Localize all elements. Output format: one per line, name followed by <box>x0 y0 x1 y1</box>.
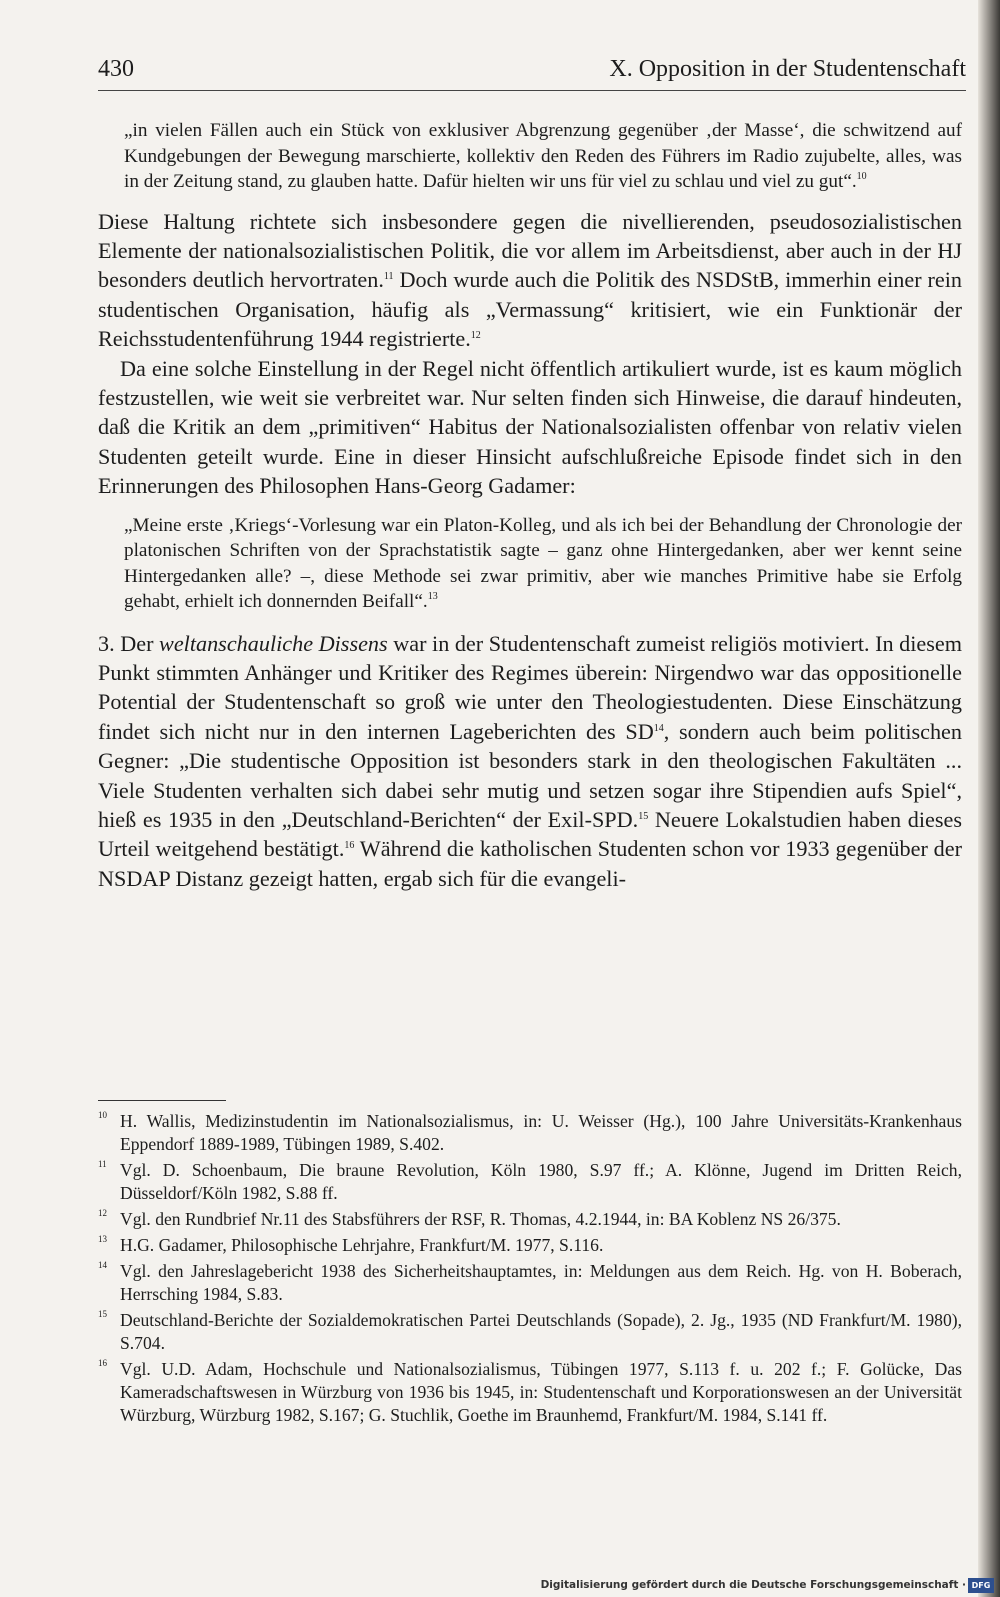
footnote-number: 14 <box>98 1260 107 1270</box>
paragraph-haltung <box>98 207 962 354</box>
paragraph-text: 3. Der <box>98 630 160 656</box>
footnote-ref: 15 <box>638 811 649 822</box>
footnote-text: Deutschland-Berichte der Sozialdemokratischen Partei Deutschlands (Sopade), 2. Jg., 1935 (ND Frankfurt/M. 1980), S.704. <box>120 1310 962 1353</box>
paragraph-dissens <box>98 629 962 894</box>
emphasis-text: weltanschauliche Dissens <box>159 630 388 656</box>
footnote-number: 16 <box>98 1358 107 1368</box>
digitization-credit: Digitalisierung gefördert durch die Deutsche Forschungsgemeinschaft · <box>540 1579 966 1591</box>
footnote-number: 10 <box>98 1110 107 1120</box>
paragraph-text: Während die katholischen Studenten schon vor 1933 gegenüber der NSDAP Distanz gezeigt hatten, ergab sich für die evangeli- <box>98 836 962 891</box>
quote-text: „in vielen Fällen auch ein Stück von exklusiver Abgrenzung gegenüber ‚der Masse‘, die schwitzend auf Kundgebungen der Bewegung marschierte, kollektiv den Reden des Führers im Radio zujubelte, alles, was in der Zeitung stand, zu glauben hatte. Dafür hielten wir uns für viel zu schlau und viel zu gut“. <box>124 120 962 192</box>
footnote-text: Vgl. D. Schoenbaum, Die braune Revolution, Köln 1980, S.97 ff.; A. Klönne, Jugend im Dritten Reich, Düsseldorf/Köln 1982, S.88 ff. <box>120 1160 962 1203</box>
footnote <box>98 1234 962 1257</box>
paragraph-text: Diese Haltung richtete sich insbesondere gegen die nivellierenden, pseudosozialistischen Elemente der nationalsozialistischen Politik, die vor allem im Arbeitsdienst, aber auch in der HJ besonders deutlich hervortraten. <box>98 208 962 293</box>
footnote-ref: 13 <box>427 591 438 603</box>
footnote-ref: 14 <box>653 722 664 734</box>
footnote-text: H. Wallis, Medizinstudentin im Nationalsozialismus, in: U. Weisser (Hg.), 100 Jahre Universitäts-Krankenhaus Eppendorf 1889-1989, Tübingen 1989, S.402. <box>120 1111 962 1154</box>
dfg-logo: DFG <box>968 1578 994 1593</box>
footnote <box>98 1110 962 1156</box>
footnote-ref: 10 <box>856 171 867 182</box>
footnote <box>98 1309 962 1355</box>
footnote-number: 12 <box>98 1208 107 1218</box>
footnote-text: Vgl. den Rundbrief Nr.11 des Stabsführers der RSF, R. Thomas, 4.2.1944, in: BA Koblenz NS 26/375. <box>120 1209 841 1229</box>
footnote-text: Vgl. den Jahreslagebericht 1938 des Sicherheitshauptamtes, in: Meldungen aus dem Reich. Hg. von H. Boberach, Herrsching 1984, S.83. <box>120 1261 962 1304</box>
footnote-ref: 16 <box>344 840 355 852</box>
footnote <box>98 1260 962 1306</box>
paragraph-text: Neuere Lokalstudien haben dieses Urteil weitgehend bestätigt. <box>98 807 962 862</box>
footnote <box>98 1208 962 1231</box>
paragraph-einstellung <box>98 354 962 501</box>
paragraph-text: Doch wurde auch die Politik des NSDStB, immerhin einer rein studentischen Organisation, häufig als „Vermassung“ kritisiert, wie ein Funktionär der Reichsstudentenführung 1944 registrierte. <box>98 267 962 352</box>
footnote-ref: 11 <box>383 271 394 283</box>
footnote-number: 13 <box>98 1234 107 1244</box>
paragraph-text: , sondern auch beim politischen Gegner: „Die studentische Opposition ist besonders stark in den theologischen Fakultäten ... Viele Studenten verhalten sich dabei sehr mutig und setzen sogar ihre Stipendien aufs Spiel“, hieß es 1935 in den „Deutschland-Berichten“ der Exil-SPD. <box>98 718 962 832</box>
footnote-number: 11 <box>98 1159 107 1169</box>
quote-text: „Meine erste ‚Kriegs‘-Vorlesung war ein Platon-Kolleg, und als ich bei der Behandlung der Chronologie der platonischen Schriften von der Sprachstatistik sagte – ganz ohne Hintergedanken, aber wer kennt seine Hintergedanken alle? –, diese Methode sei zwar primitiv, aber wie manches Primitive habe sie Erfolg gehabt, erhielt ich donnernden Beifall“. <box>124 514 962 613</box>
block-quote-wallis <box>124 118 962 195</box>
page-number: 430 <box>98 56 134 82</box>
block-quote-gadamer <box>124 513 962 615</box>
footnote-number: 15 <box>98 1309 107 1319</box>
footnote <box>98 1358 962 1427</box>
footnote-separator <box>98 1100 226 1101</box>
footnote-ref: 12 <box>470 330 481 342</box>
header-rule <box>98 90 966 91</box>
running-head: X. Opposition in der Studentenschaft <box>609 56 966 82</box>
footnote <box>98 1159 962 1205</box>
footnote-text: Vgl. U.D. Adam, Hochschule und Nationalsozialismus, Tübingen 1977, S.113 f. u. 202 f.; F. Golücke, Das Kameradschaftswesen in Würzburg von 1936 bis 1945, in: Studentenschaft und Korporationswesen an der Universität Würzburg, Würzburg 1982, S.167; G. Stuchlik, Goethe im Braunhemd, Frankfurt/M. 1984, S.141 ff. <box>120 1359 962 1425</box>
page-edge-shadow <box>978 0 1000 1597</box>
footnotes <box>98 1110 962 1430</box>
paragraph-text: war in der Studentenschaft zumeist religiös motiviert. In diesem Punkt stimmten Anhänger und Kritiker des Regimes überein: Nirgendwo war das oppositionelle Potential der Studentenschaft so groß wie unter den Theologiestudenten. Diese Einschätzung findet sich nicht nur in den internen Lageberichten des SD <box>98 630 963 744</box>
footnote-text: H.G. Gadamer, Philosophische Lehrjahre, Frankfurt/M. 1977, S.116. <box>120 1235 604 1255</box>
paragraph-text: Da eine solche Einstellung in der Regel nicht öffentlich artikuliert wurde, ist es kaum möglich festzustellen, wie weit sie verbreitet war. Nur selten finden sich Hinweise, die darauf hindeuten, daß die Kritik an dem „primitiven“ Habitus der Nationalsozialisten offenbar von relativ vielen Studenten geteilt wurde. Eine in dieser Hinsicht aufschlußreiche Episode findet sich in den Erinnerungen des Philosophen Hans-Georg Gadamer: <box>98 355 962 499</box>
main-text <box>98 118 962 893</box>
